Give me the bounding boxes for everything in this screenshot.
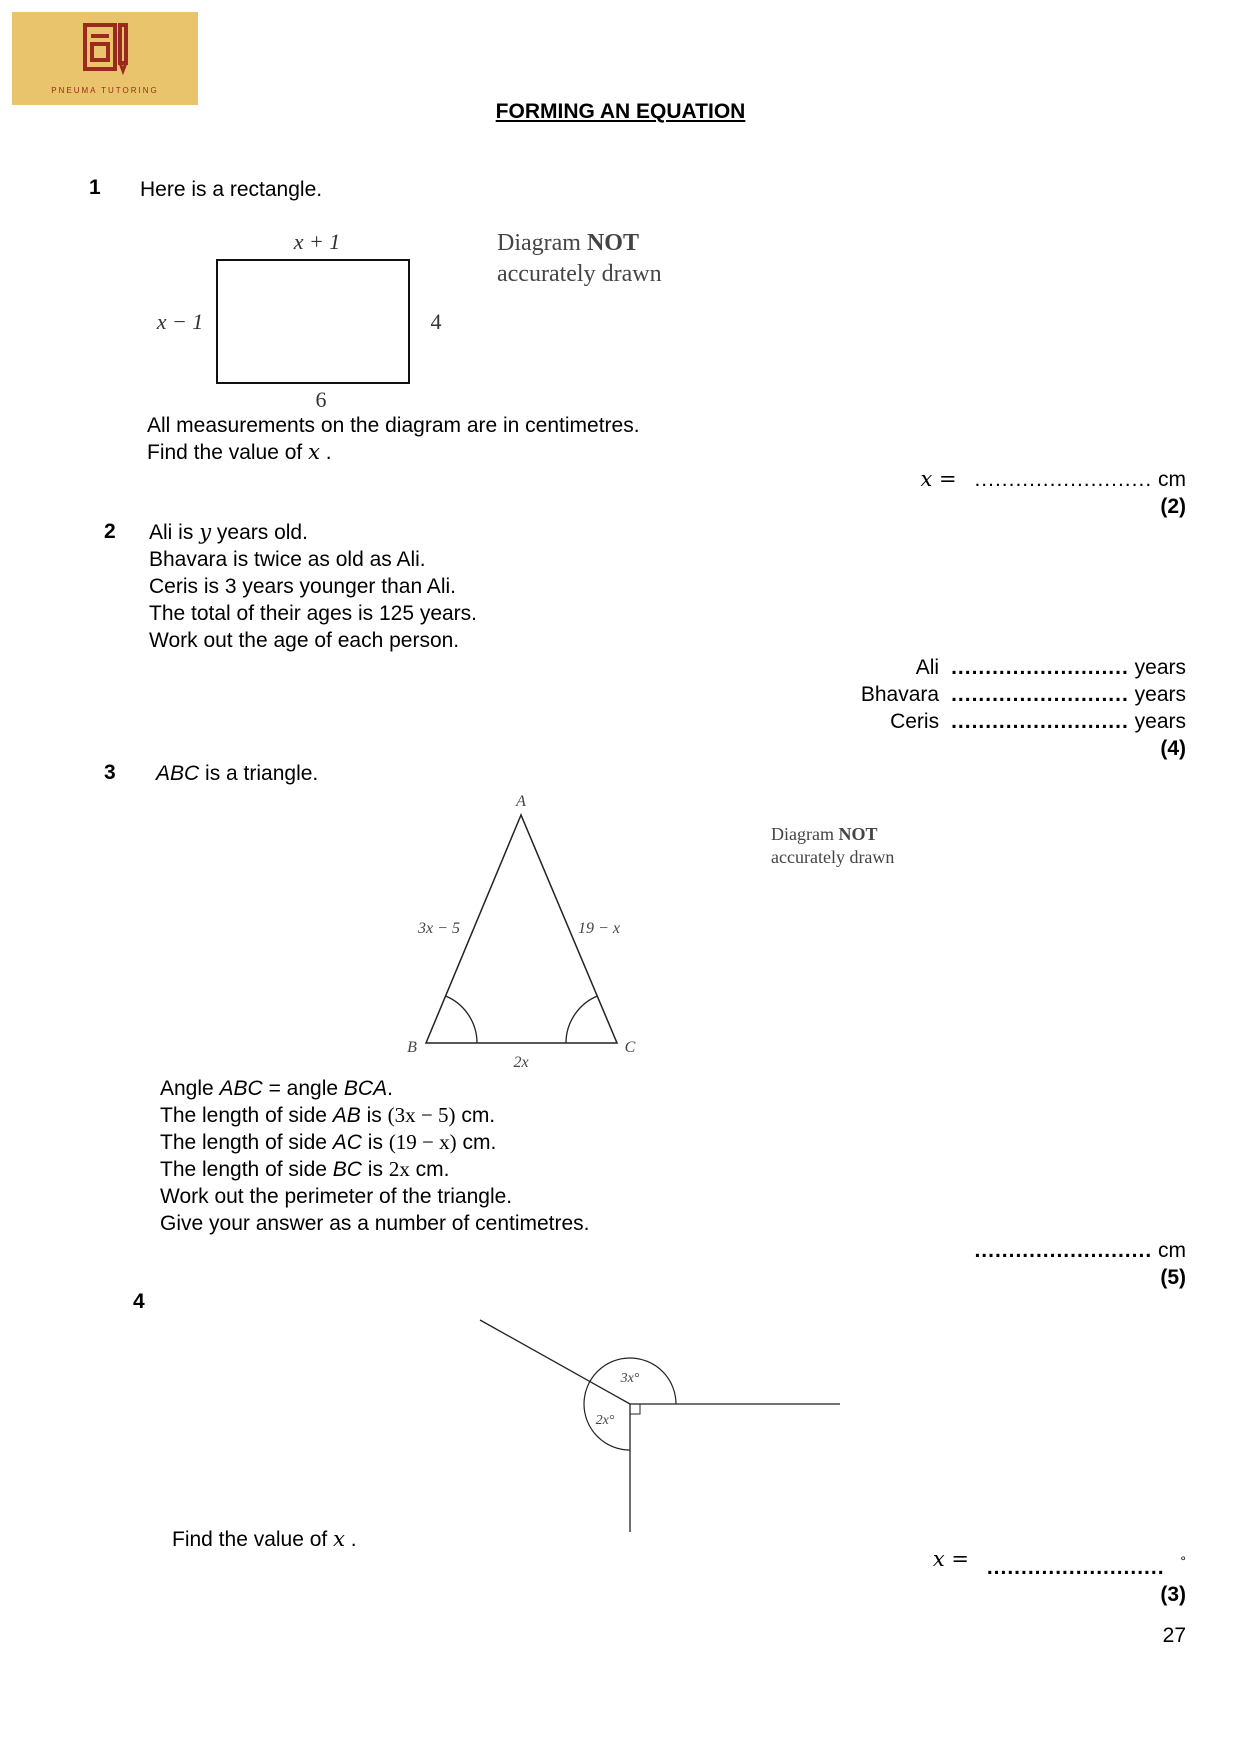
angles-diagram — [470, 1310, 850, 1540]
rectangle-shape — [217, 260, 409, 383]
question-3-line-2: The length of side AB is (3x − 5) cm. — [160, 1103, 496, 1127]
question-3-line-4: The length of side BC is 2x cm. — [160, 1157, 450, 1181]
page-title: FORMING AN EQUATION — [495, 100, 746, 123]
logo — [12, 12, 198, 105]
answer-dots: .......................... — [974, 1239, 1153, 1262]
rect-top-label: x + 1 — [293, 229, 341, 254]
degree-symbol: ° — [1180, 1553, 1186, 1569]
rect-left-label: x − 1 — [156, 309, 204, 334]
angle-2x-label: 2x° — [595, 1413, 615, 1428]
q1-diagram-note: Diagram NOT accurately drawn — [497, 230, 662, 288]
question-4-number: 4 — [133, 1290, 145, 1313]
question-1-marks: (2) — [1160, 495, 1186, 518]
question-1-line-1: All measurements on the diagram are in centimetres. — [147, 414, 640, 437]
side-bc-label: 2x — [513, 1054, 529, 1071]
logo-mark-icon — [82, 22, 132, 74]
vertex-b-label: B — [407, 1039, 417, 1056]
logo-text: PNEUMA TUTORING — [51, 86, 159, 95]
angle-b-arc — [446, 996, 477, 1043]
question-2-marks: (4) — [1160, 737, 1186, 760]
page-number: 27 — [1162, 1624, 1186, 1647]
ray-upper-left — [480, 1320, 630, 1404]
answer-row-ceris[interactable]: Ceris .......................... years — [890, 710, 1186, 733]
question-3-line-6: Give your answer as a number of centimetres. — [160, 1212, 590, 1235]
question-2-line-4: The total of their ages is 125 years. — [149, 602, 478, 625]
question-1-number: 1 — [89, 176, 101, 199]
question-3-number: 3 — [104, 761, 116, 784]
answer-variable: x = — [932, 1547, 969, 1571]
vertex-c-label: C — [624, 1039, 636, 1056]
question-3-line-1: Angle ABC = angle BCA. — [160, 1077, 393, 1100]
vertex-a-label: A — [516, 793, 526, 810]
question-2-line-1: Ali is y years old. — [149, 520, 308, 544]
q3-diagram-note: Diagram NOT accurately drawn — [771, 824, 895, 868]
answer-unit: cm — [1158, 1239, 1186, 1262]
question-3-line-3: The length of side AC is (19 − x) cm. — [160, 1130, 497, 1154]
rect-right-label: 4 — [430, 309, 442, 334]
question-1-intro: Here is a rectangle. — [140, 178, 323, 201]
answer-variable: x = — [920, 467, 957, 491]
answer-row-bhavara[interactable]: Bhavara .......................... years — [860, 683, 1186, 706]
question-2-line-3: Ceris is 3 years younger than Ali. — [149, 575, 456, 598]
question-1-line-2: Find the value of x . — [147, 440, 332, 464]
question-3-answer-line[interactable] — [974, 1237, 1186, 1264]
side-ac-label: 19 − x — [578, 920, 620, 937]
question-4-marks: (3) — [1160, 1583, 1186, 1606]
answer-dots: .......................... — [974, 468, 1153, 491]
rect-bottom-label: 6 — [315, 387, 327, 412]
angle-3x-label: 3x° — [620, 1371, 640, 1386]
question-4-answer-line[interactable] — [932, 1546, 1186, 1579]
answer-row-ali[interactable]: Ali .......................... years — [915, 656, 1186, 679]
question-2-line-2: Bhavara is twice as old as Ali. — [149, 548, 426, 571]
question-3-marks: (5) — [1160, 1266, 1186, 1289]
triangle-diagram — [395, 785, 655, 1071]
question-4-line: Find the value of x . — [172, 1527, 357, 1551]
rectangle-diagram — [140, 220, 460, 420]
question-2-line-5: Work out the age of each person. — [149, 629, 460, 652]
question-1-answer-line[interactable] — [920, 466, 1186, 493]
question-3-line-5: Work out the perimeter of the triangle. — [160, 1185, 513, 1208]
angle-c-arc — [566, 996, 597, 1043]
answer-unit: cm — [1158, 468, 1186, 491]
question-2-number: 2 — [104, 520, 116, 543]
side-ab-label: 3x − 5 — [418, 920, 460, 937]
right-angle-marker — [630, 1404, 640, 1414]
question-3-intro: ABC is a triangle. — [156, 762, 319, 785]
answer-dots: .......................... — [986, 1556, 1165, 1579]
